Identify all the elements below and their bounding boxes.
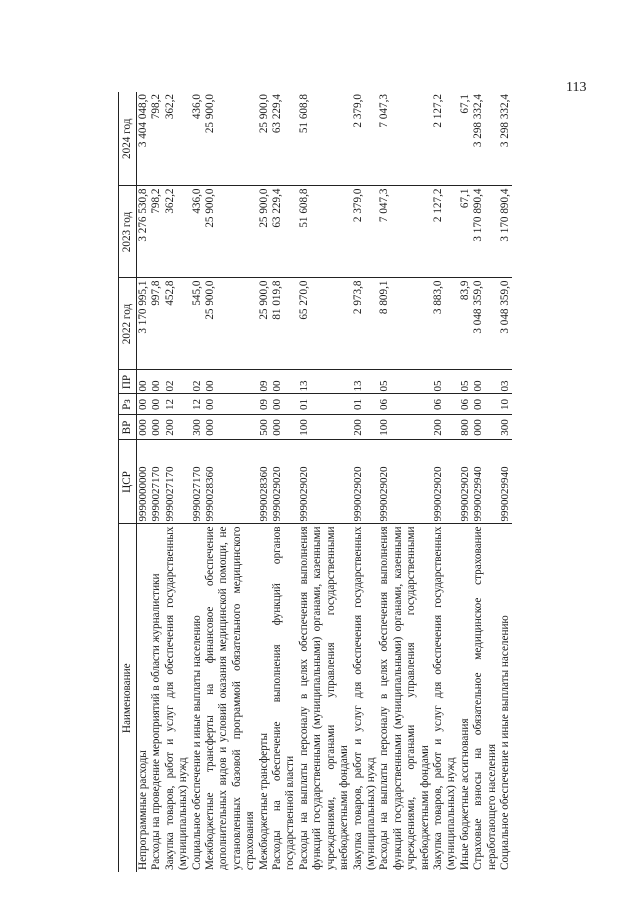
header-row <box>119 92 137 872</box>
row-rz: 10 <box>499 394 512 415</box>
row-rz: 00 <box>472 394 499 415</box>
row-value-2023: 2 127,2 <box>432 186 459 278</box>
row-csr: 9990027170 <box>164 440 191 524</box>
row-csr: 9990028360 <box>258 440 271 524</box>
row-value-2023: 25 900,0 <box>258 186 271 278</box>
row-pr: 05 <box>378 370 432 394</box>
row-value-2023: 25 900,0 <box>204 186 258 278</box>
row-value-2024: 3 404 048,0 <box>137 92 151 186</box>
row-value-2024: 51 608,8 <box>298 92 352 186</box>
row-vr: 000 <box>137 415 151 440</box>
row-value-2024: 362,2 <box>164 92 191 186</box>
row-value-2023: 63 229,4 <box>271 186 298 278</box>
table-row <box>298 92 352 872</box>
row-rz: 06 <box>378 394 432 415</box>
row-csr: 9990029020 <box>352 440 379 524</box>
row-value-2023: 67,1 <box>459 186 472 278</box>
row-csr: 9990027170 <box>191 440 204 524</box>
row-value-2024: 798,2 <box>150 92 163 186</box>
row-value-2022: 25 900,0 <box>258 278 271 370</box>
page-number: 113 <box>566 80 587 95</box>
row-rz: 00 <box>150 394 163 415</box>
row-value-2023: 362,2 <box>164 186 191 278</box>
row-vr: 000 <box>271 415 298 440</box>
row-csr: 9990000000 <box>137 440 151 524</box>
row-name: Расходы на обеспечение выполнения функций органов государственной власти <box>271 526 297 870</box>
header-name: Наименование <box>119 524 137 872</box>
row-vr: 200 <box>432 415 459 440</box>
row-value-2024: 67,1 <box>459 92 472 186</box>
row-pr: 02 <box>164 370 191 394</box>
header-2024: 2024 год <box>119 92 137 186</box>
row-vr: 800 <box>459 415 472 440</box>
row-value-2022: 2 973,8 <box>352 278 379 370</box>
row-value-2022: 3 170 995,1 <box>137 278 151 370</box>
row-vr: 200 <box>164 415 191 440</box>
row-value-2022: 545,0 <box>191 278 204 370</box>
table-row <box>164 92 191 872</box>
table-row <box>258 92 271 872</box>
row-value-2024: 2 127,2 <box>432 92 459 186</box>
row-vr: 100 <box>378 415 432 440</box>
header-vr: ВР <box>119 415 137 440</box>
row-csr: 9990028360 <box>204 440 258 524</box>
row-rz: 01 <box>298 394 352 415</box>
row-pr: 13 <box>298 370 352 394</box>
row-value-2022: 3 883,0 <box>432 278 459 370</box>
row-value-2024: 63 229,4 <box>271 92 298 186</box>
row-rz: 12 <box>164 394 191 415</box>
row-rz: 09 <box>258 394 271 415</box>
row-pr: 00 <box>204 370 258 394</box>
row-value-2024: 2 379,0 <box>352 92 379 186</box>
row-value-2023: 798,2 <box>150 186 163 278</box>
row-name: Закупка товаров, работ и услуг для обеспечения государственных (муниципальных) нужд <box>431 526 458 870</box>
row-value-2024: 25 900,0 <box>204 92 258 186</box>
row-pr: 00 <box>271 370 298 394</box>
row-name: Страховые взносы на обязательное медицинское страхование неработающего населения <box>472 526 498 870</box>
table-row <box>352 92 379 872</box>
row-value-2024: 25 900,0 <box>258 92 271 186</box>
row-name: Закупка товаров, работ и услуг для обеспечения государственных (муниципальных) нужд <box>163 526 190 870</box>
budget-table <box>118 92 512 872</box>
row-vr: 100 <box>298 415 352 440</box>
row-name: Социальное обеспечение и иные выплаты населению <box>190 615 203 870</box>
row-vr: 000 <box>472 415 499 440</box>
table-row <box>378 92 432 872</box>
row-csr: 9990029020 <box>432 440 459 524</box>
header-csr: ЦСР <box>119 440 137 524</box>
row-vr: 300 <box>191 415 204 440</box>
row-rz: 01 <box>352 394 379 415</box>
row-csr: 9990029020 <box>271 440 298 524</box>
row-value-2024: 3 298 332,4 <box>472 92 499 186</box>
table-row <box>472 92 499 872</box>
row-vr: 500 <box>258 415 271 440</box>
table-row <box>271 92 298 872</box>
row-csr: 9990029020 <box>459 440 472 524</box>
row-rz: 06 <box>432 394 459 415</box>
row-csr: 9990029020 <box>378 440 432 524</box>
row-value-2023: 3 276 530,8 <box>137 186 151 278</box>
row-pr: 00 <box>150 370 163 394</box>
row-pr: 09 <box>258 370 271 394</box>
row-value-2023: 436,0 <box>191 186 204 278</box>
row-pr: 13 <box>352 370 379 394</box>
header-pr: ПР <box>119 370 137 394</box>
row-name: Непрограммные расходы <box>137 750 149 870</box>
row-value-2024: 7 047,3 <box>378 92 432 186</box>
row-rz: 00 <box>204 394 258 415</box>
row-value-2022: 65 270,0 <box>298 278 352 370</box>
row-value-2023: 7 047,3 <box>378 186 432 278</box>
row-value-2022: 3 048 359,0 <box>499 278 512 370</box>
row-value-2022: 452,8 <box>164 278 191 370</box>
row-pr: 00 <box>137 370 151 394</box>
budget-table-page <box>118 92 538 872</box>
row-value-2022: 8 809,1 <box>378 278 432 370</box>
row-name: Межбюджетные трансферты <box>257 733 270 870</box>
row-value-2022: 3 048 359,0 <box>472 278 499 370</box>
table-row <box>204 92 258 872</box>
row-rz: 00 <box>271 394 298 415</box>
row-name: Социальное обеспечение и иные выплаты населению <box>498 615 511 870</box>
row-name: Расходы на выплаты персоналу в целях обеспечения выполнения функций государственными (муниципальными) органами, казенными учреждениями, органами управления государственными внебюджетными фондами <box>297 526 351 870</box>
row-vr: 200 <box>352 415 379 440</box>
table-row <box>459 92 472 872</box>
row-value-2024: 436,0 <box>191 92 204 186</box>
row-name: Расходы на проведение мероприятий в области журналистики <box>150 573 163 870</box>
header-2022: 2022 год <box>119 278 137 370</box>
row-value-2022: 997,8 <box>150 278 163 370</box>
row-name: Закупка товаров, работ и услуг для обеспечения государственных (муниципальных) нужд <box>351 526 377 870</box>
row-value-2022: 81 019,8 <box>271 278 298 370</box>
table-row <box>432 92 459 872</box>
header-2023: 2023 год <box>119 186 137 278</box>
row-rz: 00 <box>137 394 151 415</box>
row-value-2023: 2 379,0 <box>352 186 379 278</box>
row-vr: 000 <box>150 415 163 440</box>
row-csr: 9990027170 <box>150 440 163 524</box>
row-name: Межбюджетные трансферты на финансовое обеспечение дополнительных видов и условий оказания медицинской помощи, не установленных базовой программой обязательного медицинского страхования <box>204 526 257 870</box>
row-vr: 300 <box>499 415 512 440</box>
row-value-2022: 25 900,0 <box>204 278 258 370</box>
row-pr: 00 <box>472 370 499 394</box>
row-rz: 06 <box>459 394 472 415</box>
row-pr: 05 <box>432 370 459 394</box>
row-value-2023: 51 608,8 <box>298 186 352 278</box>
row-name: Расходы на выплаты персоналу в целях обеспечения выполнения функций государственными (муниципальными) органами, казенными учреждениями, органами управления государственными внебюджетными фондами <box>378 526 431 870</box>
row-csr: 9990029940 <box>472 440 499 524</box>
row-rz: 12 <box>191 394 204 415</box>
row-value-2024: 3 298 332,4 <box>499 92 512 186</box>
table-row <box>150 92 163 872</box>
table-row <box>499 92 512 872</box>
row-pr: 05 <box>459 370 472 394</box>
row-pr: 03 <box>499 370 512 394</box>
table-body <box>137 92 513 872</box>
row-name: Иные бюджетные ассигнования <box>458 718 471 870</box>
header-rz: Рз <box>119 394 137 415</box>
row-value-2023: 3 170 890,4 <box>472 186 499 278</box>
row-csr: 9990029940 <box>499 440 512 524</box>
row-pr: 02 <box>191 370 204 394</box>
row-value-2023: 3 170 890,4 <box>499 186 512 278</box>
row-vr: 000 <box>204 415 258 440</box>
row-csr: 9990029020 <box>298 440 352 524</box>
table-row <box>137 92 151 872</box>
table-row <box>191 92 204 872</box>
row-value-2022: 83,9 <box>459 278 472 370</box>
